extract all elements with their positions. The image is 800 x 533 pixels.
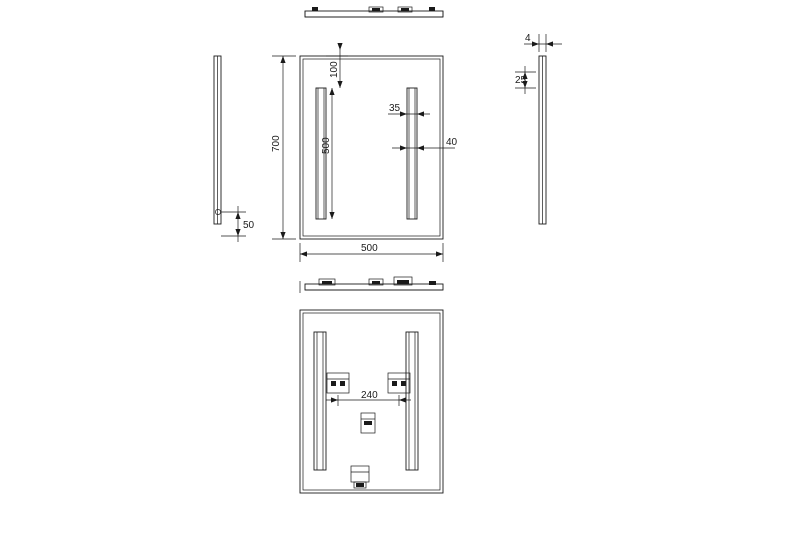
dim-edge-offset: 25: [515, 75, 527, 86]
top-view-upper: [305, 7, 443, 17]
dim-front-width: 500: [361, 243, 378, 254]
side-view-left: [214, 56, 255, 242]
front-view: [271, 43, 458, 262]
top-view-lower: [300, 277, 443, 293]
dim-led-top-offset: 100: [329, 61, 340, 78]
dim-thickness: 4: [525, 33, 531, 44]
dim-front-height: 700: [271, 135, 282, 152]
dim-led-width: 40: [446, 137, 458, 148]
rear-view: [300, 310, 443, 493]
edge-view-right: [515, 33, 562, 224]
dim-side-hole-offset: 50: [243, 220, 255, 231]
dim-led-side-offset: 35: [389, 103, 401, 114]
dim-bracket-spacing: 240: [361, 390, 378, 401]
dim-led-length: 500: [321, 137, 332, 154]
